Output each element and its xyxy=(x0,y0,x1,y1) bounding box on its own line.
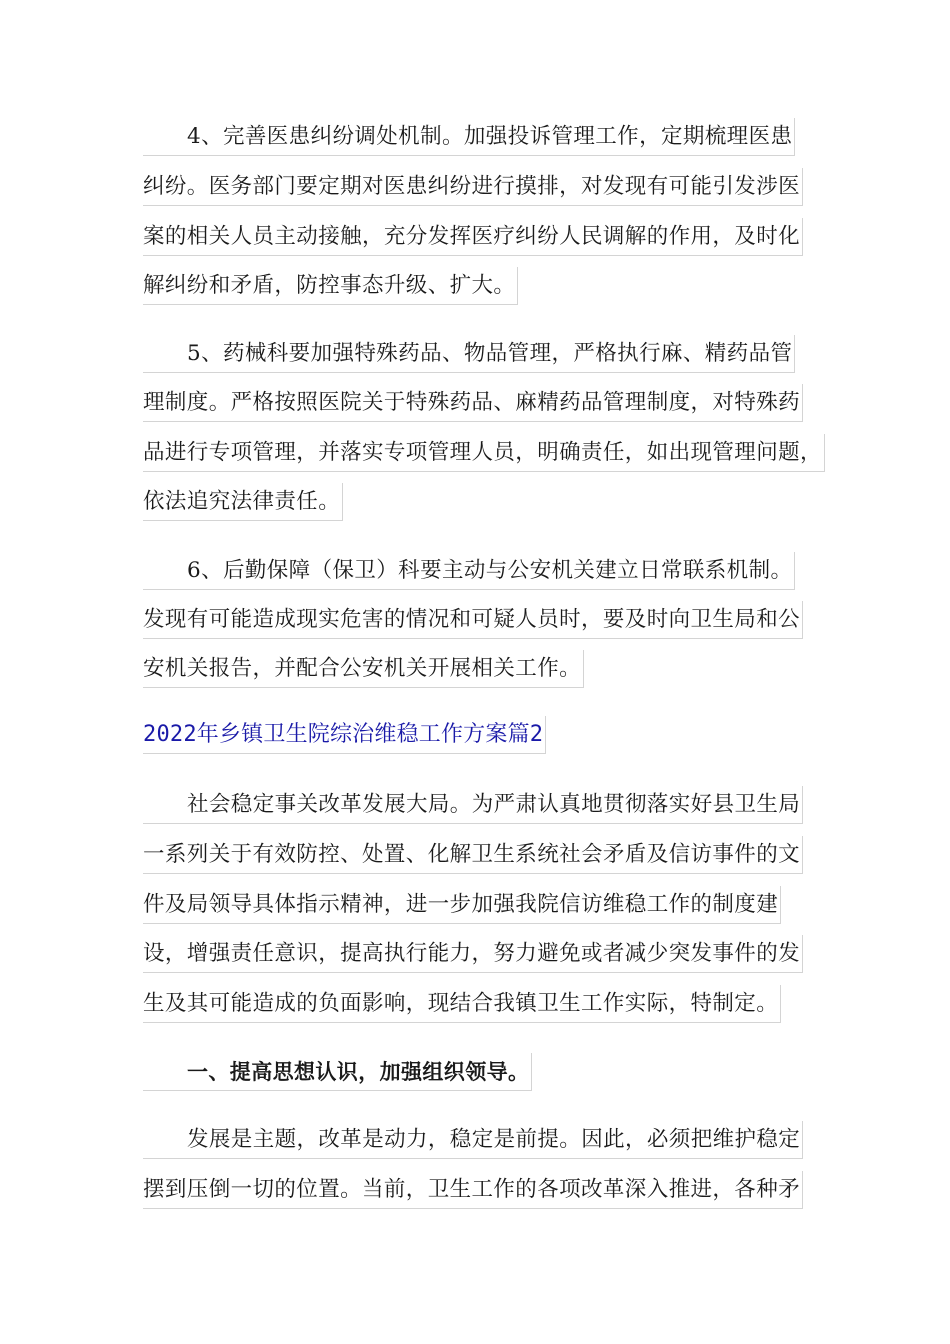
paragraph-6-line-2: 发现有可能造成现实危害的情况和可疑人员时，要及时向卫生局和公 xyxy=(143,601,803,639)
paragraph-4-line-1: 4、完善医患纠纷调处机制。加强投诉管理工作，定期梳理医患 xyxy=(143,118,795,156)
paragraph-4-line-2: 纠纷。医务部门要定期对医患纠纷进行摸排，对发现有可能引发涉医 xyxy=(143,168,803,206)
paragraph-5-line-4: 依法追究法律责任。 xyxy=(143,483,343,521)
paragraph-5-line-1: 5、药械科要加强特殊药品、物品管理，严格执行麻、精药品管 xyxy=(143,335,795,373)
intro-line-3: 件及局领导具体指示精神，进一步加强我院信访维稳工作的制度建 xyxy=(143,886,781,924)
paragraph-6-line-1: 6、后勤保障（保卫）科要主动与公安机关建立日常联系机制。 xyxy=(143,552,795,590)
paragraph-4-line-4: 解纠纷和矛盾，防控事态升级、扩大。 xyxy=(143,267,518,305)
paragraph-6-line-3: 安机关报告，并配合公安机关开展相关工作。 xyxy=(143,650,584,688)
section-heading: 2022年乡镇卫生院综治维稳工作方案篇2 xyxy=(143,716,546,754)
intro-line-1: 社会稳定事关改革发展大局。为严肃认真地贯彻落实好县卫生局 xyxy=(143,786,803,824)
section-body-line-1: 发展是主题，改革是动力，稳定是前提。因此，必须把维护稳定 xyxy=(143,1121,803,1159)
paragraph-4-line-3: 案的相关人员主动接触，充分发挥医疗纠纷人民调解的作用，及时化 xyxy=(143,218,803,256)
intro-line-2: 一系列关于有效防控、处置、化解卫生系统社会矛盾及信访事件的文 xyxy=(143,836,803,874)
intro-line-4: 设，增强责任意识，提高执行能力，努力避免或者减少突发事件的发 xyxy=(143,935,803,973)
paragraph-5-line-2: 理制度。严格按照医院关于特殊药品、麻精药品管理制度，对特殊药 xyxy=(143,384,803,422)
section-body-line-2: 摆到压倒一切的位置。当前，卫生工作的各项改革深入推进，各种矛 xyxy=(143,1171,803,1209)
paragraph-5-line-3: 品进行专项管理，并落实专项管理人员，明确责任，如出现管理问题， xyxy=(143,434,825,472)
intro-line-5: 生及其可能造成的负面影响，现结合我镇卫生工作实际，特制定。 xyxy=(143,985,781,1023)
section-title: 一、提高思想认识，加强组织领导。 xyxy=(143,1053,532,1091)
